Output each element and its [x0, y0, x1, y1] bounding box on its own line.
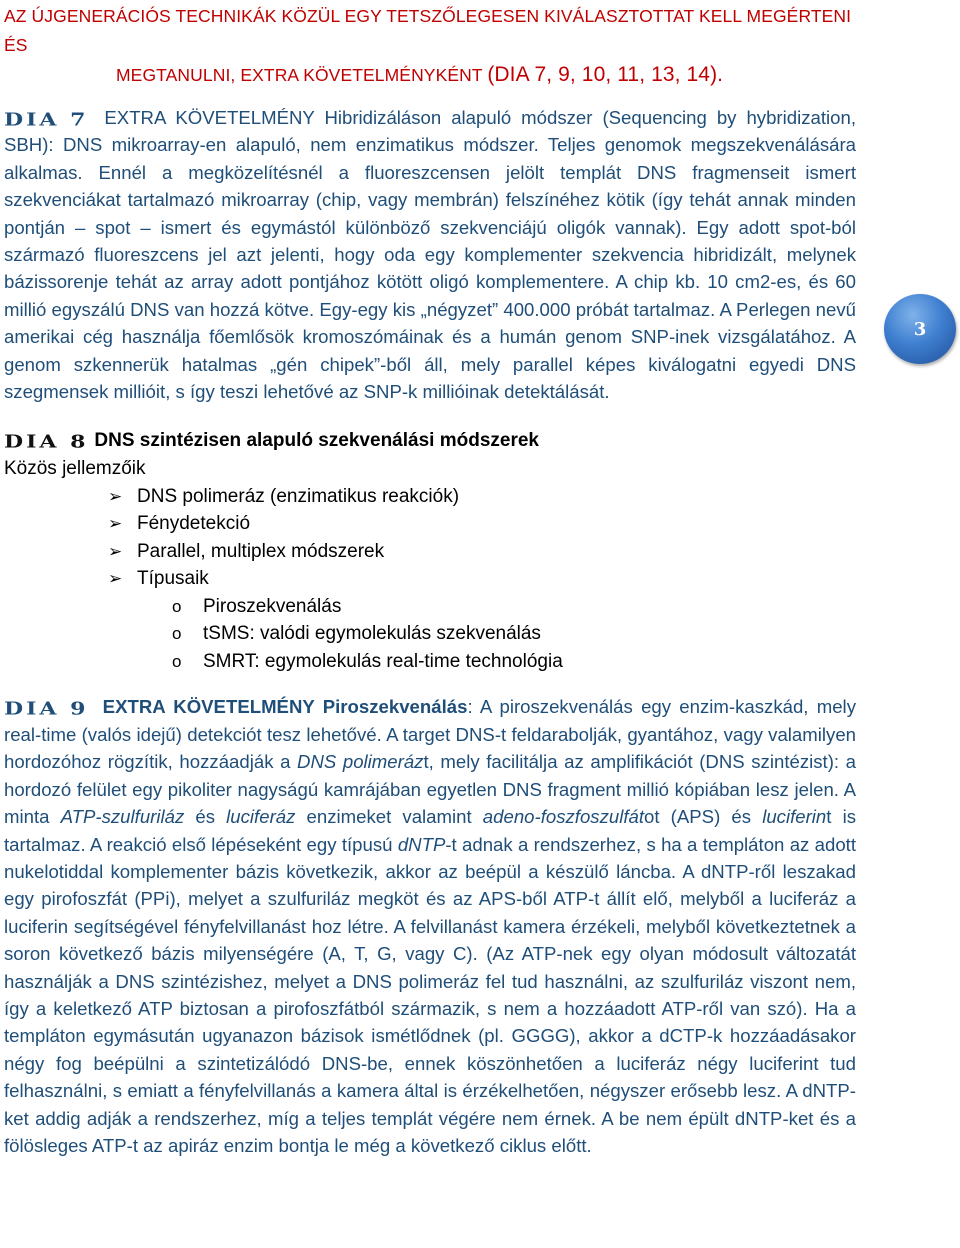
dia-9-lead: EXTRA KÖVETELMÉNY Piroszekvenálás [102, 696, 468, 718]
sub-list-item-text: Piroszekvenálás [203, 595, 342, 617]
dia-9-italic-term: dNTP [397, 833, 446, 855]
dia-7-label: DIA 7 [4, 109, 89, 131]
arrow-bullet-icon: ➢ [108, 514, 123, 534]
circle-bullet-icon: o [172, 624, 182, 644]
dia-9-italic-term: ATP-szulfuriláz [60, 806, 185, 828]
arrow-bullet-icon: ➢ [108, 486, 123, 506]
dia-9-text: enzimeket valamint [295, 806, 483, 828]
arrow-bullet-icon: ➢ [108, 541, 123, 561]
dia-9-label: DIA 9 [4, 698, 89, 720]
list-item [4, 483, 856, 511]
document-page [4, 0, 856, 1159]
section-dia-7 [4, 104, 856, 405]
sub-list-item-text: tSMS: valódi egymolekulás szekvenálás [203, 623, 541, 645]
page-number-badge: 3 [884, 294, 956, 364]
dia-9-italic-term: adeno-foszfoszulfát [482, 806, 645, 828]
circle-bullet-icon: o [172, 651, 182, 671]
dia-9-italic-term: DNS polimeráz [297, 751, 424, 773]
list-item-text: Típusaik [137, 568, 209, 590]
list-item-text: DNS polimeráz (enzimatikus reakciók) [137, 485, 460, 507]
sub-list-item [4, 593, 856, 621]
requirement-line-2 [4, 60, 856, 90]
sub-list-item [4, 620, 856, 648]
dia-9-italic-term: luciferin [762, 806, 827, 828]
features-list [4, 483, 856, 676]
dia-9-text: és [184, 806, 227, 828]
common-features-label: Közös jellemzőik [4, 458, 146, 480]
dia-9-italic-term: luciferáz [226, 806, 296, 828]
dia-9-text: t is tartalmaz. A reakció első lépéseként egy típusú [4, 806, 856, 855]
section-dia-8-title [4, 425, 856, 455]
dia-7-text-1: ): DNS mikroarray-en alapuló, nem enzimatikus módszer. Teljes genomok megszekvenálására alkalmas. [4, 134, 856, 183]
dia-9-text: -t adnak a rendszerhez, s ha a templáton az adott nukelotiddal komplementer bázis következik, akkor az beépül a készülő láncba. A dNTP-ről leszakad egy pirofoszfát (PPi), melyet a szulfuriláz megköt és az APS-ből ATP-t állít elő, melyből a luciferáz a luciferin segítségével fényfelvillanást hoz létre. A felvillanást kamera érzékeli, melyből következtetnek a soron következő bázis milyenségére (A, T, G, vagy C). (Az ATP-nek egy olyan módosult változatát használják a DNS szintézishez, melyet a DNS polimeráz fel tud használni, az szulfuriláz viszont nem, így a keletkező ATP biztosan a pirofoszfátból származik, s nem a hozzáadott ATP-ről van szó). Ha a templáton egymásután ugyanazon bázisok ismétlődnek (pl. GGGG), akkor a dCTP-k hozzáadásakor négy fog beépülni a szintetizálódó DNS-be, ennek köszönhetően a luciferáz négy luciferint tud felhasználni, s emiatt a fényfelvillanás a kamera által is érzékelhetően, négyszer erősebb lesz. A dNTP-ket addig adják a rendszerhez, míg a teljes templát végére nem érnek. A be nem épült dNTP-ket és a fölösleges ATP-t az apiráz enzim bontja le még a következő ciklus előtt. [4, 833, 856, 1156]
dia-8-label: DIA 8 [4, 431, 89, 453]
dia-9-text: t, mely facilitálja az amplifikációt (DNS szintézist): a hordozó felület egy pikoliter nagyságú kamrájában egyetlen DNS fragment millió kópiában lesz jelen. A minta [4, 751, 857, 828]
list-item [4, 510, 856, 538]
dia-7-text-2: Ennél a megközelítésnél a fluoreszcensen jelölt templát DNS fragmenseit ismert szekvenciákat tartalmazó mikroarray (chip, vagy membrán) felszínéhez kötik (így tehát annak minden pontján – spot – ismert és egymástól különböző szekvenciájú oligók vannak). Egy adott spot-ból származó fluoreszcens jel azt jelenti, hogy oda egy komplementer szekvencia hibridizált, melynek bázissorenje tehát az array adott pontjához kötött oligó komplementere. A chip kb. 10 cm2-es, és 60 millió egyszálú DNS van hozzá kötve. Egy-egy kis „négyzet” 400.000 próbát tartalmaz. A Perlegen nevű amerikai cég használja főemlősök kromoszómáinak és a humán genom SNP-inek vizsgálatához. A genom szkennerük hatalmas „gén chipek”-ből áll, mely parallel képes kiválogatni egyedi DNS szegmensek millióit, s így teszi lehetővé az SNP-k millióinak detektálását. [4, 161, 856, 403]
requirement-heading [4, 2, 856, 90]
dia-9-text: : A piroszekvenálás egy enzim-kaszkád, mely real-time (valós idejű) detekciót tesz lehetővé. A target DNS-t feldarabolják, gyantához, vagy valamilyen hordozóhoz rögzítik, hozzáadják a [4, 696, 856, 773]
sub-list-item-text: SMRT: egymolekulás real-time technológia [203, 650, 563, 672]
list-item [4, 538, 856, 566]
requirement-slide-list: (DIA 7, 9, 10, 11, 13, 14). [487, 63, 724, 86]
section-dia-9 [4, 693, 856, 1159]
dia-9-text: ot (APS) és [644, 806, 763, 828]
requirement-line-2-text: MEGTANULNI, EXTRA KÖVETELMÉNYKÉNT [116, 65, 488, 85]
dia-7-paren: ( [592, 107, 609, 128]
dia-8-heading: DNS szintézisen alapuló szekvenálási módszerek [94, 430, 539, 452]
sub-list-item [4, 648, 856, 676]
arrow-bullet-icon: ➢ [108, 569, 123, 589]
circle-bullet-icon: o [172, 596, 182, 616]
list-item-text: Fénydetekció [137, 513, 251, 535]
dia-7-method: Sequencing by hybridization, SBH [4, 107, 856, 156]
list-item [4, 565, 856, 593]
requirement-line-1: AZ ÚJGENERÁCIÓS TECHNIKÁK KÖZÜL EGY TETSZŐLEGESEN KIVÁLASZTOTTAT KELL MEGÉRTENI ÉS [4, 6, 852, 55]
list-item-text: Parallel, multiplex módszerek [137, 540, 385, 562]
dia-7-lead: EXTRA KÖVETELMÉNY Hibridizáláson alapuló módszer [104, 107, 593, 128]
